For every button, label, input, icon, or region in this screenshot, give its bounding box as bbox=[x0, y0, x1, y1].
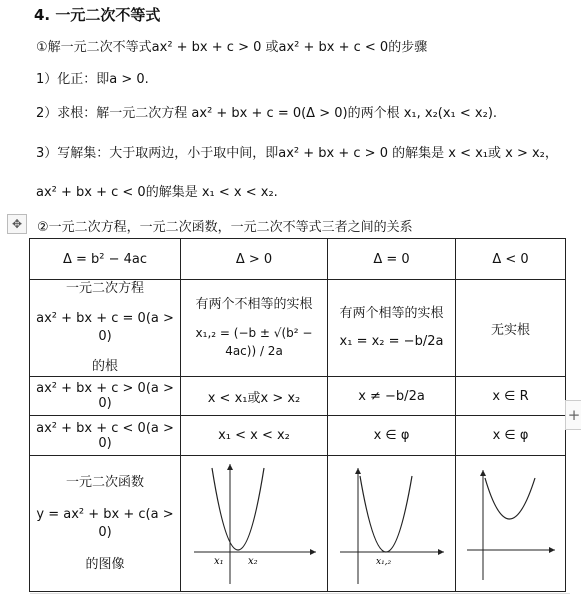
lt-delta-negative: x ∈ φ bbox=[456, 416, 566, 456]
relation-title: ②一元二次方程，一元二次函数，一元二次不等式三者之间的关系 bbox=[37, 220, 413, 235]
header-discriminant: Δ = b² − 4ac bbox=[30, 239, 181, 280]
graph-delta-positive bbox=[181, 456, 328, 592]
gt-label: ax² + bx + c > 0(a > 0) bbox=[30, 377, 181, 416]
lt-delta-positive: x₁ < x < x₂ bbox=[181, 416, 328, 456]
gt-delta-zero: x ≠ −b/2a bbox=[328, 377, 456, 416]
gt-delta-positive: x < x₁或x > x₂ bbox=[181, 377, 328, 416]
roots-delta-positive: 有两个不相等的实根 x₁,₂ = (−b ± √(b² − 4ac)) / 2a bbox=[181, 280, 328, 377]
graph-delta-zero bbox=[328, 456, 456, 592]
graph-delta-negative bbox=[456, 456, 566, 592]
header-delta-negative: Δ < 0 bbox=[456, 239, 566, 280]
parabola-one-root bbox=[332, 460, 452, 588]
step-3-continued: ax² + bx + c < 0的解集是 x₁ < x < x₂. bbox=[36, 185, 278, 200]
table-row-graph bbox=[30, 456, 566, 592]
double-root-label: x₁,₂ bbox=[375, 556, 391, 567]
roots-delta-negative: 无实根 bbox=[456, 280, 566, 377]
lt-label: ax² + bx + c < 0(a > 0) bbox=[30, 416, 181, 456]
roots-label: 一元二次方程 ax² + bx + c = 0(a > 0) 的根 bbox=[30, 280, 181, 377]
step-1: 1）化正：即a > 0. bbox=[36, 72, 149, 87]
header-delta-positive: Δ > 0 bbox=[181, 239, 328, 280]
table-row-lt bbox=[30, 416, 566, 456]
header-delta-zero: Δ = 0 bbox=[328, 239, 456, 280]
steps-intro: ①解一元二次不等式ax² + bx + c > 0 或ax² + bx + c < 0的步骤 bbox=[36, 40, 428, 55]
root-x2-label: x₂ bbox=[248, 555, 258, 567]
graph-label: 一元二次函数 y = ax² + bx + c(a > 0) 的图像 bbox=[30, 456, 181, 592]
move-icon[interactable]: ✥ bbox=[7, 214, 27, 234]
parabola-no-root bbox=[461, 460, 561, 588]
relation-table bbox=[29, 238, 566, 592]
plus-icon[interactable]: + bbox=[565, 400, 581, 430]
table-row-roots bbox=[30, 280, 566, 377]
section-heading: 4. 一元二次不等式 bbox=[34, 6, 161, 24]
step-2: 2）求根：解一元二次方程 ax² + bx + c = 0(Δ > 0)的两个根 x₁, x₂(x₁ < x₂). bbox=[36, 106, 498, 121]
roots-delta-zero: 有两个相等的实根 x₁ = x₂ = −b/2a bbox=[328, 280, 456, 377]
parabola-two-roots bbox=[184, 460, 324, 588]
table-row-gt bbox=[30, 377, 566, 416]
lt-delta-zero: x ∈ φ bbox=[328, 416, 456, 456]
table-header-row bbox=[30, 239, 566, 280]
gt-delta-negative: x ∈ R bbox=[456, 377, 566, 416]
root-x1-label: x₁ bbox=[214, 555, 224, 567]
step-3: 3）写解集：大于取两边，小于取中间，即ax² + bx + c > 0 的解集是 x < x₁或 x > x₂， bbox=[36, 146, 558, 161]
